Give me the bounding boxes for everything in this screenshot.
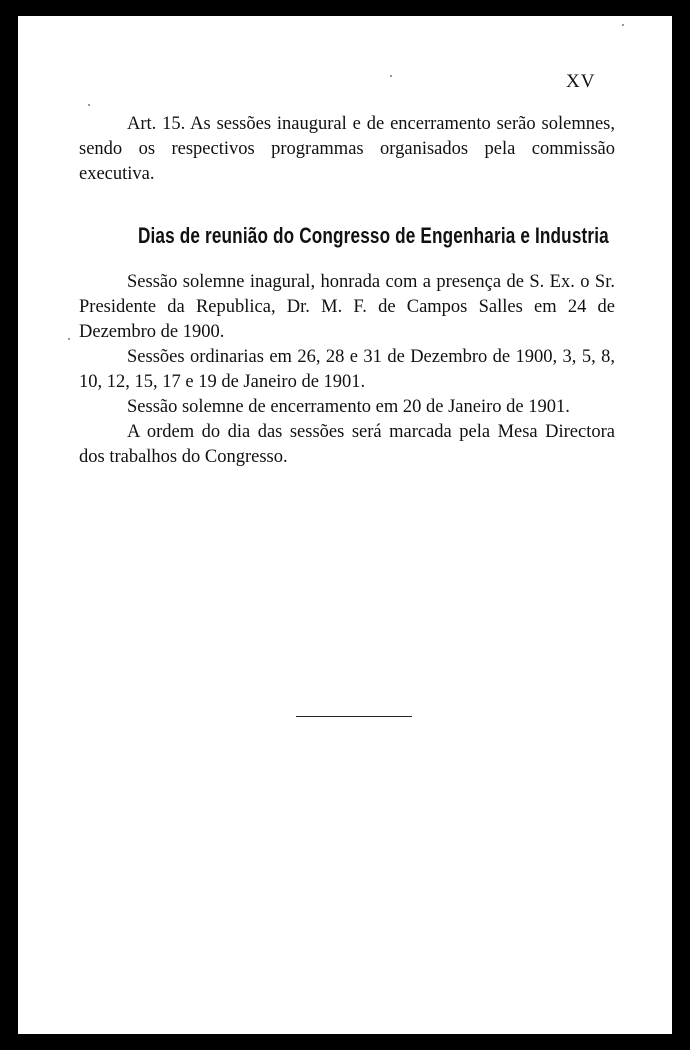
paragraph-agenda: A ordem do dia das sessões será marcada pela Mesa Directora dos trabalhos do Congresso. [79,422,615,467]
document-page [18,16,672,1034]
print-speck [622,24,624,26]
print-speck [390,75,392,77]
page-content [79,112,615,470]
section-heading: Dias de reunião do Congresso de Engenharia e Industria [137,223,609,248]
end-rule-divider [296,716,412,717]
print-speck [68,338,70,340]
article-15-paragraph: Art. 15. As sessões inaugural e de encerramento serão solemnes, sendo os respectivos programmas organisados pela commissão executiva. [79,114,615,184]
paragraph-closing-session: Sessão solemne de encerramento em 20 de Janeiro de 1901. [127,397,570,417]
paragraph-ordinary-sessions: Sessões ordinarias em 26, 28 e 31 de Dezembro de 1900, 3, 5, 8, 10, 12, 15, 17 e 19 de Janeiro de 1901. [79,347,615,392]
paragraph-opening-session: Sessão solemne inagural, honrada com a presença de S. Ex. o Sr. Presidente da Republica, Dr. M. F. de Campos Salles em 24 de Dezembro de 1900. [79,272,615,342]
print-speck [88,104,90,106]
page-number: XV [566,71,596,92]
